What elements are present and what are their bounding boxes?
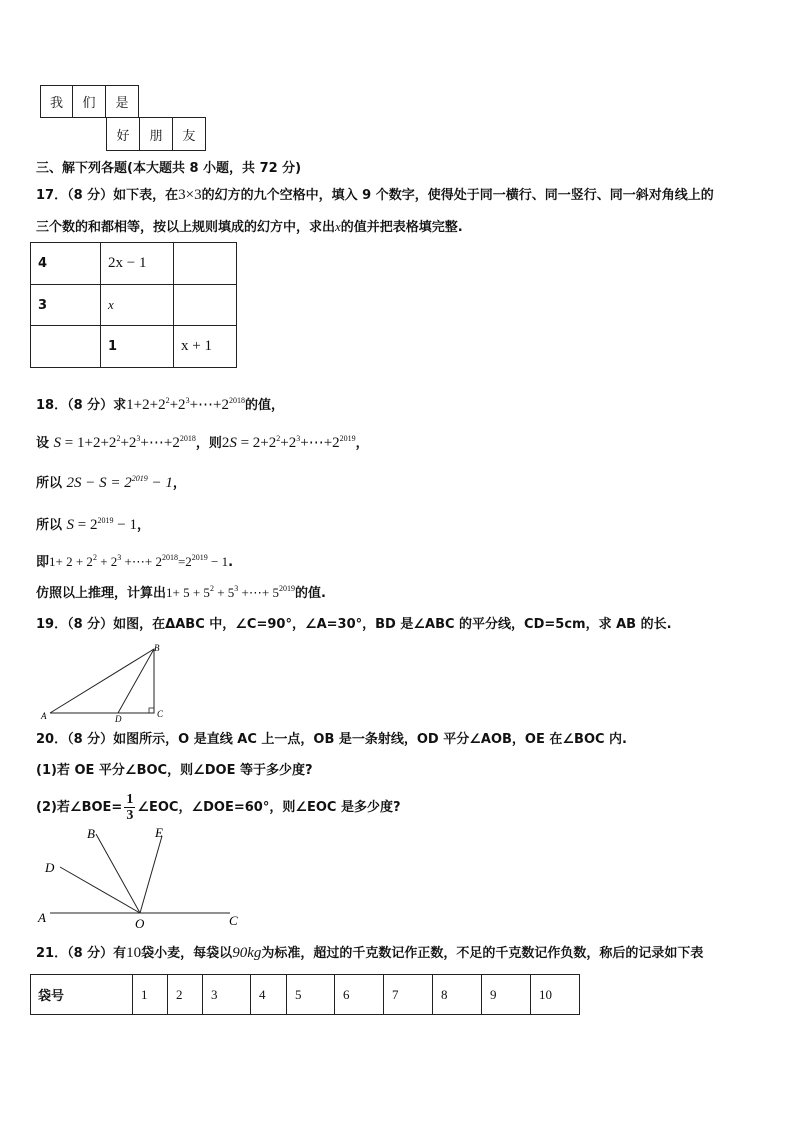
bag-cell: 1 <box>133 975 168 1015</box>
bag-cell: 4 <box>251 975 287 1015</box>
text: 的值并把表格填完整. <box>340 220 463 235</box>
math-2S-def: $2S = 2+2^2+2^3+\cdots+2^{2019}$ <box>221 434 356 451</box>
triangle-abc <box>50 649 154 713</box>
magic-cell: 2x − 1 <box>101 243 174 285</box>
exponent: 2018 <box>179 434 196 443</box>
right-angle-mark <box>149 708 154 713</box>
label-a: A <box>41 711 47 721</box>
bag-cell: 7 <box>384 975 433 1015</box>
magic-cell <box>174 243 237 285</box>
bag-cell: 8 <box>433 975 482 1015</box>
q21-text <box>36 944 703 963</box>
q18-so1: 所以 $2S - S = 2^{2019} - 1$， <box>36 474 186 491</box>
text: 的幻方的九个空格中，填入 9 个数字，使得处于同一横行、同一竖行、同一斜对角线上的 <box>201 188 714 203</box>
bag-cell: 2 <box>168 975 203 1015</box>
label-a: A <box>38 910 46 925</box>
label-b: B <box>87 826 95 841</box>
denominator: 3 <box>126 808 134 823</box>
word-cell: 我 <box>41 86 73 118</box>
exponent: 2019 <box>278 584 295 593</box>
bag-cell: 10 <box>531 975 580 1015</box>
bag-cell: 9 <box>482 975 531 1015</box>
bag-table <box>30 974 580 1015</box>
word-grid-row1 <box>40 85 139 118</box>
word-cell: 是 <box>106 86 139 118</box>
numerator: 1 <box>126 792 134 807</box>
q18-set: 设 $S = 1+2+2^2+2^3+\cdots+2^{2018}$，则$2S = 2+2^2+2^3+\cdots+2^{2019}$， <box>36 434 369 451</box>
math-sum-2: $1+2+2^2+2^3+\cdots+2^{2018}$ <box>126 396 245 413</box>
magic-cell: 1 <box>101 326 174 368</box>
label-d: D <box>115 714 122 724</box>
q18-head <box>36 396 284 415</box>
q18-imitate <box>36 584 326 603</box>
q18-thus: 即$1+ 2 + 2^2 + 2^3$ +⋯+ $2^{2018}=2^{2019} - 1$. <box>36 553 234 570</box>
exponent: 2019 <box>131 474 148 483</box>
text: 袋小麦，每袋以 <box>141 946 233 961</box>
label-d: D <box>45 860 55 875</box>
text: 所以 <box>36 476 63 491</box>
magic-cell: 3 <box>31 285 101 326</box>
bag-cell: 6 <box>335 975 384 1015</box>
bag-header: 袋号 <box>31 975 133 1015</box>
magic-cell: x + 1 <box>174 326 237 368</box>
exponent: 2019 <box>191 553 208 562</box>
math-identity: $1+ 2 + 2^2 + 2^3$ +⋯+ $2^{2018}=2^{2019} - 1$ <box>49 553 229 569</box>
text: ，则 <box>195 436 222 451</box>
text: 18．（8 分）求 <box>36 398 127 413</box>
text: 17．（8 分）如下表，在 <box>36 188 179 203</box>
table-row <box>31 975 580 1015</box>
math-2S-minus-S: $2S - S = 2^{2019} - 1$ <box>66 474 173 491</box>
math-90kg: 90kg <box>232 945 262 961</box>
magic-cell <box>174 285 237 326</box>
math-sum-5: $1+ 5 + 5^2 + 5^3$ +⋯+ $5^{2019}$ <box>166 584 295 600</box>
math-x: x <box>335 219 341 234</box>
text: 21．（8 分）有 <box>36 946 127 961</box>
word-cell: 友 <box>173 118 206 151</box>
word-cell: 好 <box>107 118 140 151</box>
exponent: 2018 <box>228 396 245 405</box>
word-grid-row2 <box>106 117 206 151</box>
q18-so2: 所以 $S = 2^{2019} - 1$， <box>36 516 150 533</box>
label-c: C <box>229 913 238 928</box>
ray-od <box>60 867 140 913</box>
text: (2)若∠BOE= <box>36 800 123 815</box>
label-b: B <box>154 643 160 653</box>
text: 仿照以上推理，计算出 <box>36 586 167 601</box>
q19-text: 19．（8 分）如图，在ΔABC 中，∠C=90°，∠A=30°，BD 是∠ABC 的平分线，CD=5cm，求 AB 的长. <box>36 617 672 632</box>
triangle-diagram <box>38 642 168 724</box>
label-o: O <box>135 916 145 930</box>
math-3x3: 3×3 <box>178 187 202 203</box>
q20-sub1: (1)若 OE 平分∠BOC，则∠DOE 等于多少度? <box>36 763 313 778</box>
q17-line2 <box>36 218 463 237</box>
magic-cell: x <box>101 285 174 326</box>
math-S-def: $S = 1+2+2^2+2^3+\cdots+2^{2018}$ <box>53 434 196 451</box>
text: 所以 <box>36 518 63 533</box>
label-c: C <box>157 709 164 719</box>
label-e: E <box>155 825 163 840</box>
section-heading: 三、解下列各题(本大题共 8 小题，共 72 分) <box>36 161 302 176</box>
ray-ob <box>96 834 140 913</box>
bisector-bd <box>118 649 154 713</box>
exponent: 2019 <box>97 516 114 525</box>
text: 三个数的和都相等，按以上规则填成的幻方中，求出 <box>36 220 336 235</box>
magic-cell: 4 <box>31 243 101 285</box>
text: 的值， <box>244 398 284 413</box>
ray-oe <box>140 836 162 913</box>
q17-line1 <box>36 186 714 205</box>
word-cell: 们 <box>73 86 106 118</box>
text: 的值. <box>294 586 326 601</box>
math-10: 10 <box>126 945 142 961</box>
magic-square-table <box>30 242 237 368</box>
angle-diagram <box>34 822 244 930</box>
bag-cell: 5 <box>287 975 335 1015</box>
q20-text: 20．（8 分）如图所示，O 是直线 AC 上一点，OB 是一条射线，OD 平分∠AOB，OE 在∠BOC 内. <box>36 732 627 747</box>
text: 为标准，超过的千克数记作正数，不足的千克数记作负数，称后的记录如下表 <box>261 946 704 961</box>
fraction-one-third <box>124 792 135 823</box>
magic-cell <box>31 326 101 368</box>
bag-cell: 3 <box>203 975 251 1015</box>
text: ∠EOC，∠DOE=60°，则∠EOC 是多少度? <box>137 800 401 815</box>
word-cell: 朋 <box>140 118 173 151</box>
math-S-result: $S = 2^{2019} - 1$ <box>66 516 137 533</box>
exponent: 2018 <box>161 553 178 562</box>
text: 即 <box>36 555 50 570</box>
exponent: 2019 <box>339 434 356 443</box>
text: 设 <box>36 436 50 451</box>
